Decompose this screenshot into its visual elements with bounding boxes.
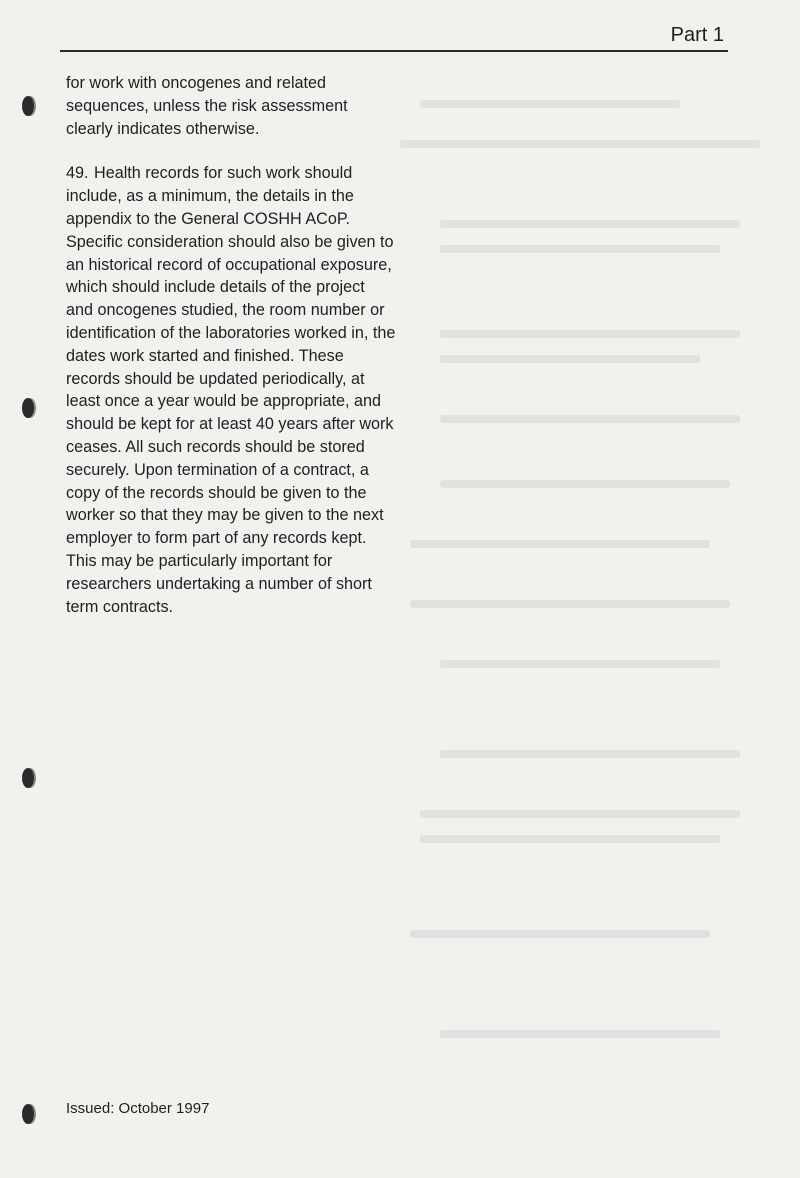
binder-hole: [22, 768, 34, 788]
binder-hole: [22, 96, 34, 116]
body-text: [66, 72, 396, 618]
paragraph-49: [66, 162, 396, 618]
paragraph-number: 49.: [66, 164, 89, 183]
header-rule: [60, 50, 728, 52]
paragraph-text: Health records for such work should include, as a minimum, the details in the appendix to the General COSHH ACoP. Specific consideration should also be given to an historical record of occupational exposure, which should include details of the project and oncogenes studied, the room number or identification of the laboratories worked in, the dates work started and finished. These records should be updated periodically, at least once a year would be appropriate, and should be kept for at least 40 years after work ceases. All such records should be stored securely. Upon termination of a contract, a copy of the records should be given to the worker so that they may be given to the next employer to form part of any records kept. This may be particularly important for researchers undertaking a number of short term contracts.: [66, 164, 396, 616]
issued-date: Issued: October 1997: [66, 1100, 210, 1117]
show-through-background: [400, 60, 800, 1178]
binder-hole: [22, 1104, 34, 1124]
binder-hole: [22, 398, 34, 418]
part-label: Part 1: [670, 24, 724, 46]
paragraph-text: for work with oncogenes and related sequences, unless the risk assessment clearly indicates otherwise.: [66, 74, 348, 138]
paragraph-continuation: [66, 72, 396, 140]
